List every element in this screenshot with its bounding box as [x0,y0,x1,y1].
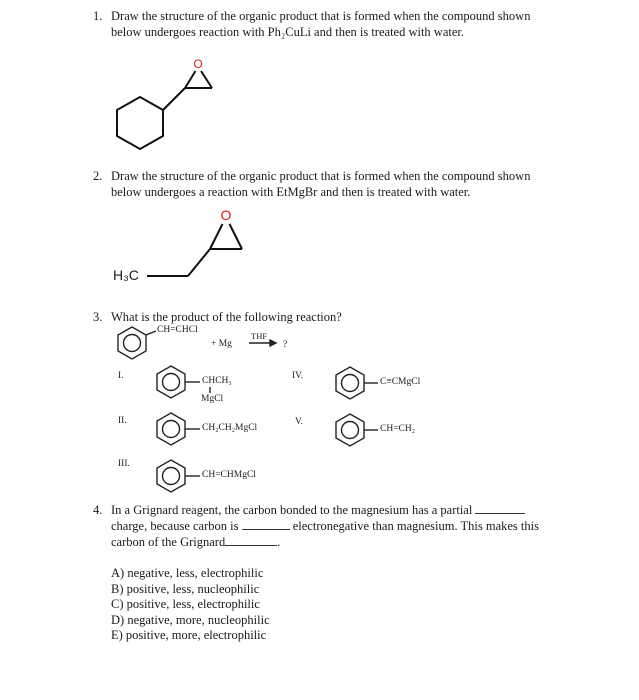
q3-reactant-benzene-ring [118,327,146,359]
question-4-line-3 [111,534,280,550]
question-1-line-1: Draw the structure of the organic product that is formed when the compound shown [111,9,531,23]
question-4-line-3-text: carbon of the Grignard [111,535,226,549]
q3-reactant-bond [146,331,156,335]
q2-oxygen-label: O [220,207,232,223]
q3-reactant-substituent: CH=CHCl [157,325,198,335]
choice-4-aromatic-circle [342,375,359,392]
question-2-line-1: Draw the structure of the organic product that is formed when the compound shown [111,169,531,183]
q3-product-mark: ? [283,340,288,350]
question-4-options [111,566,270,644]
choice-5-label: V. [295,417,304,427]
option-b[interactable]: B) positive, less, nucleophilic [111,581,260,596]
choice-5-benzene-ring [336,414,364,446]
choice-1-label: I. [118,371,124,381]
option-c[interactable]: C) positive, less, electrophilic [111,597,260,612]
q3-solvent: THF [251,331,268,341]
question-4-line-2-text-b: electronegative than magnesium. This makes this [292,519,539,533]
choice-4-benzene-ring [336,367,364,399]
choice-3-benzene-ring [157,460,185,492]
choice-1-group: CHCH₃ [202,376,232,386]
question-4-line-1-text: In a Grignard reagent, the carbon bonded to the magnesium has a partial [111,503,473,517]
choice-5-aromatic-circle [342,422,359,439]
q3-reagent: + Mg [211,339,232,349]
q3-reaction-arrowhead [270,340,276,346]
option-d[interactable]: D) negative, more, nucleophilic [111,612,270,627]
question-4 [93,502,633,552]
question-4-number: 4. [93,503,103,517]
answer-blank-3[interactable] [225,545,277,546]
question-4-line-2 [111,518,539,534]
q2-methyl-label: H₃C [113,267,139,283]
question-1-number: 1. [93,9,103,23]
choice-5-group: CH=CH₂ [380,424,416,434]
answer-blank-1[interactable] [475,513,525,514]
q1-oxygen-label: O [193,57,203,71]
question-1-line-2: below undergoes reaction with Ph₂CuLi and then is treated with water. [111,25,465,39]
question-3-number: 3. [93,310,103,324]
choice-4-group: C≡CMgCl [380,377,421,387]
question-2-number: 2. [93,169,103,183]
choice-3-label: III. [118,459,130,469]
answer-blank-2[interactable] [242,529,290,530]
choice-3-group: CH=CHMgCl [202,470,256,480]
question-2-line-2: below undergoes a reaction with EtMgBr and then is treated with water. [111,185,471,199]
choice-1-aromatic-circle [163,374,180,391]
choice-1-mgcl: MgCl [201,394,224,404]
choice-4-label: IV. [292,371,304,381]
choice-2-group: CH₂CH₂MgCl [202,423,258,433]
q3-reactant-aromatic-circle [124,335,141,352]
choice-2-benzene-ring [157,413,185,445]
question-4-line-3-end: . [277,535,281,549]
choice-2-label: II. [118,416,127,426]
question-3-text: What is the product of the following reaction? [111,310,342,324]
question-4-line-1 [111,502,525,518]
question-4-line-2-text-a: charge, because carbon is [111,519,239,533]
choice-1-benzene-ring [157,366,185,398]
option-e[interactable]: E) positive, more, electrophilic [111,628,267,643]
choice-3-aromatic-circle [163,468,180,485]
choice-2-aromatic-circle [163,421,180,438]
option-a[interactable]: A) negative, less, electrophilic [111,566,264,580]
